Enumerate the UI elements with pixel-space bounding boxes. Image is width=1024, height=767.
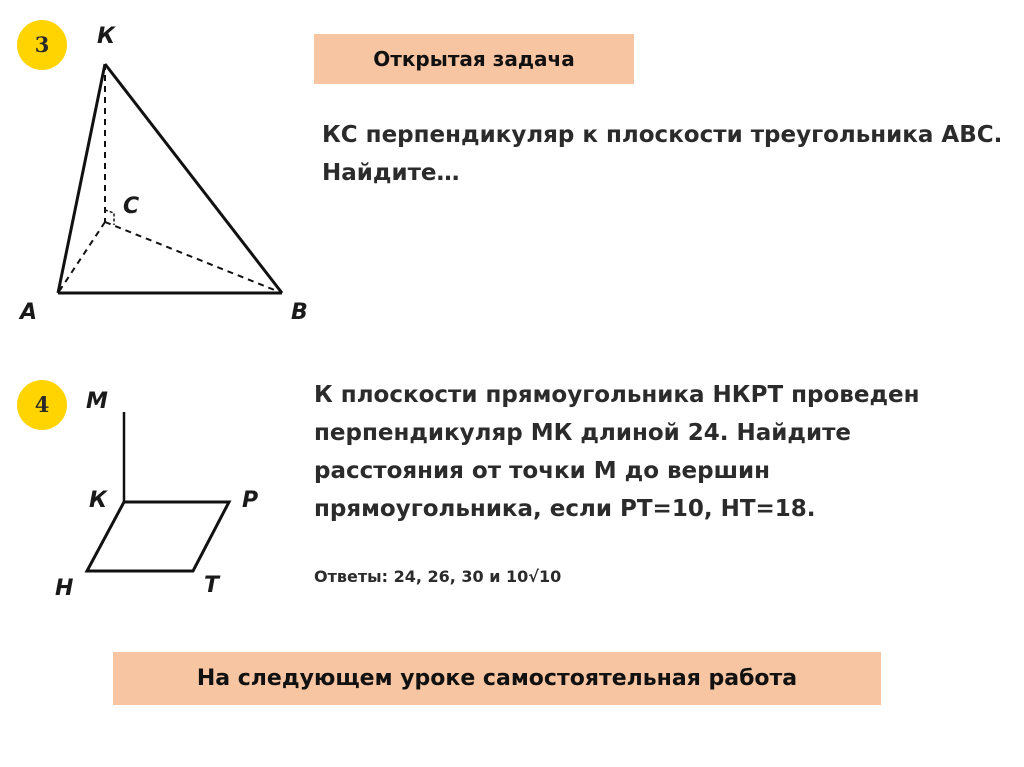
vertex-label-a: А	[20, 300, 38, 325]
vertex-label-p: Р	[242, 488, 259, 513]
vertex-label-k2: К	[89, 488, 107, 513]
next-lesson-banner: На следующем уроке самостоятельная работа	[113, 652, 881, 705]
problem-4-number-badge: 4	[17, 380, 67, 430]
edge-ka	[58, 64, 105, 293]
vertex-label-b: В	[291, 300, 308, 325]
vertex-label-k: К	[97, 24, 115, 49]
edge-kb	[105, 64, 282, 293]
open-task-banner: Открытая задача	[314, 34, 634, 84]
vertex-label-t: Т	[204, 573, 220, 598]
problem-4-text: К плоскости прямоугольника НКРТ проведен перпендикуляр МК длиной 24. Найдите расстояния от точки М до вершин прямоугольника, если РТ=10, НТ=18.	[314, 382, 920, 522]
vertex-label-h: Н	[55, 576, 74, 601]
vertex-label-m: М	[86, 389, 108, 414]
problem-3-number-badge: 3	[17, 20, 67, 70]
rectangle-hkpt	[87, 502, 229, 571]
problem-4-answers: Ответы: 24, 26, 30 и 10√10	[314, 567, 562, 586]
vertex-label-c: С	[123, 194, 140, 219]
problem-3-text: КС перпендикуляр к плоскости треугольника АВС. Найдите…	[322, 122, 1003, 186]
